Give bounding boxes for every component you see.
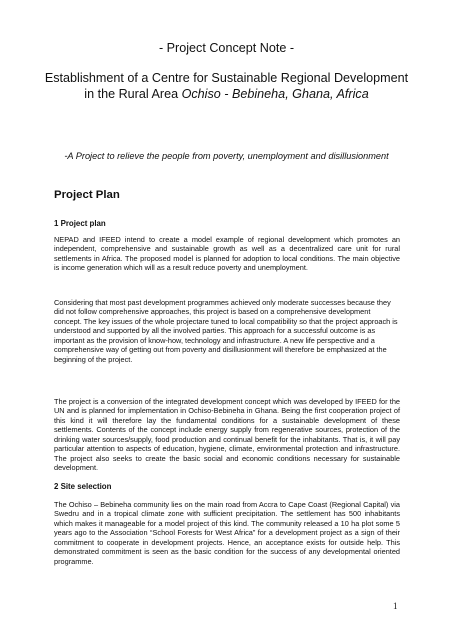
subtitle: -A Project to relieve the people from poverty, unemployment and disillusionment (64, 151, 389, 161)
page-number: 1 (393, 601, 398, 611)
subsection-heading-site-selection: 2 Site selection (54, 482, 112, 491)
section-heading: Project Plan (54, 189, 120, 201)
paragraph: NEPAD and IFEED intend to create a model example of regional development which promotes an independent, comprehensive and sustainable growth as well as a decentralized care unit for rural settlements in Africa. The proposed model is planned for adoption to local conditions. The main objective is income generation which will as a result reduce poverty and unemployment. (54, 235, 400, 273)
header-title: - Project Concept Note - (158, 41, 295, 55)
paragraph: Considering that most past development programmes achieved only moderate successes because they did not follow comprehensive approaches, this project is based on a comprehensive development concept. The key issues of the whole projectare tuned to local compatibility so that the project approach is understood and supported by all the involved parties. This approach for a successful outcome is as important as the provision of know-how, technology and infrastructure. A new life perspective and a comprehensive way of getting out from poverty and disillusionment will therefore be emphasized at the beginning of the project. (54, 298, 398, 364)
subsection-heading-project-plan: 1 Project plan (54, 219, 106, 228)
main-title (40, 71, 413, 102)
main-title-text: Establishment of a Centre for Sustainable Regional Development in the Rural Area (44, 71, 409, 101)
paragraph: The Ochiso – Bebineha community lies on the main road from Accra to Cape Coast (Regional Capital) via Swedru and in a tropical climate zone with sufficient precipitation. The settlement has 500 inhabitants which makes it manageable for a model project of this kind. The community released a 10 ha plot some 5 years ago to the Association “School Forests for West Africa” for a development project as a sign of their commitment to cooperate in development projects. Hence, an acceptance exists for outside help. This demonstrated commitment is seen as the basic condition for the success of any developmental oriented programme. (54, 500, 400, 566)
paragraph: The project is a conversion of the integrated development concept which was developed by IFEED for the UN and is planned for implementation in Ochiso-Bebineha in Ghana. Being the first cooperation project of this kind it will therefore lay the fundamental conditions for a sustainable development of these settlements. Contents of the concept include energy supply from regenerative sources, protection of the drinking water sources/supply, food production and continual benefit for the inhabitants. That is, it will pay particular attention to aspects of education, hygiene, climate, environmental protection and infrastructure. The project also seeks to create the basic social and economic conditions necessary for sustainable development. (54, 397, 400, 473)
main-title-location: Ochiso - Bebineha, Ghana, Africa (181, 86, 369, 101)
